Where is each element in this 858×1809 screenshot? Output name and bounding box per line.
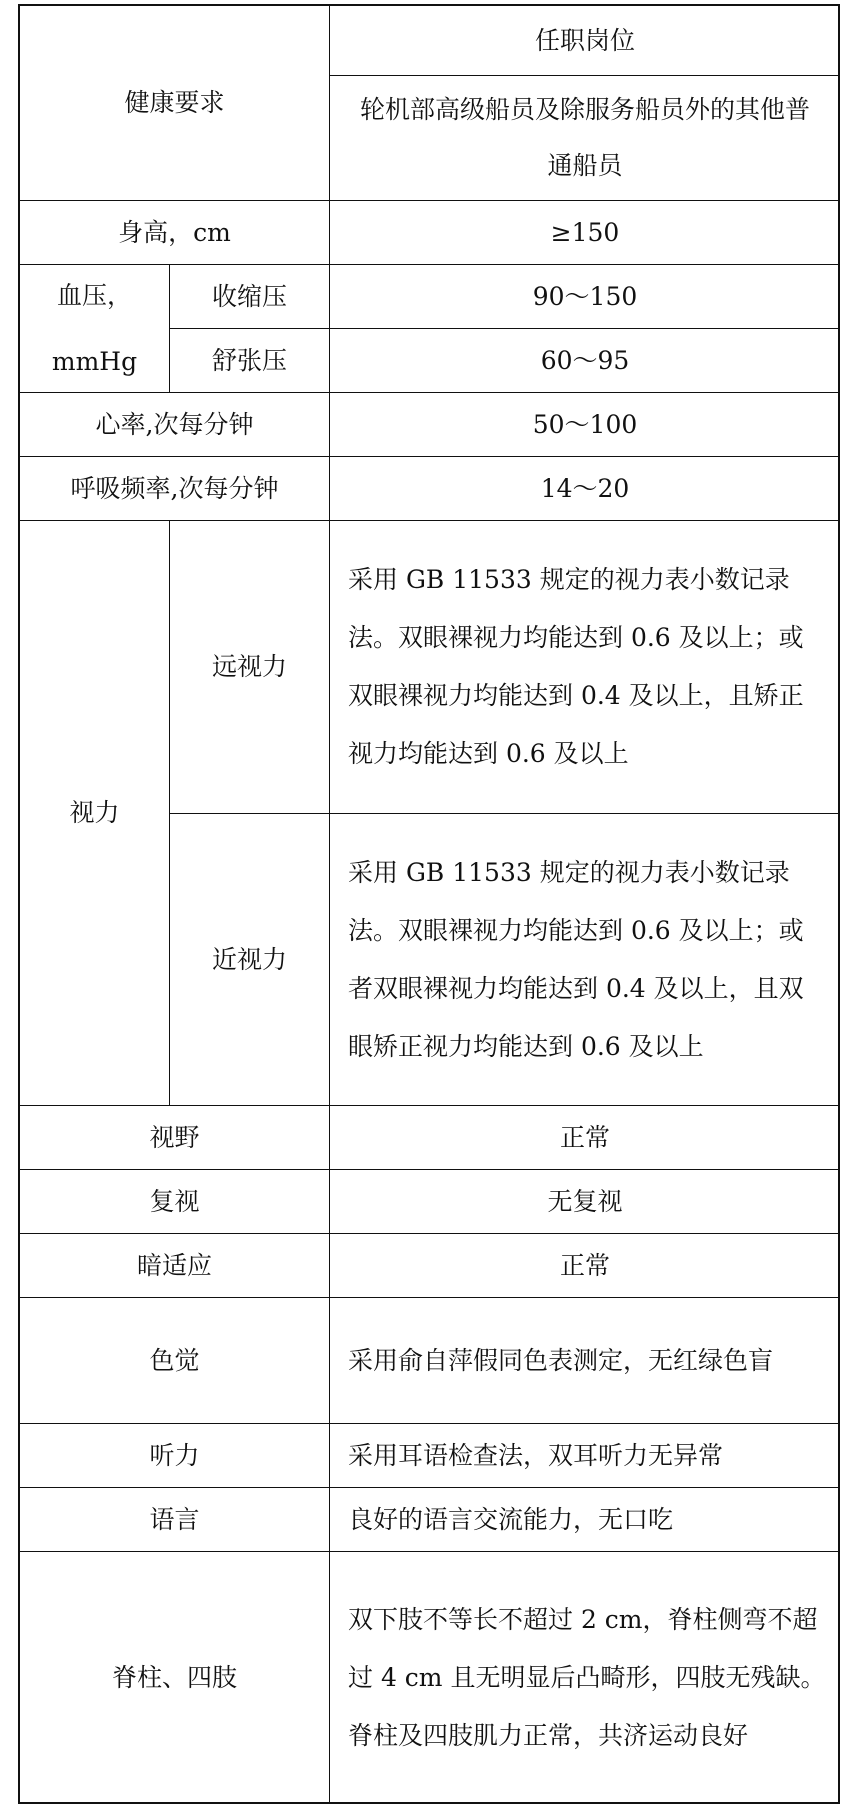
visual-field-value-text: 正常 <box>559 1122 610 1152</box>
header-position-name <box>330 76 840 201</box>
heart-rate-value-text: 50～100 <box>532 409 638 439</box>
row-color-vision-label <box>20 1298 330 1424</box>
far-vision-label-text: 远视力 <box>211 652 287 681</box>
row-speech-label <box>20 1488 330 1552</box>
diastolic-label-text: 舒张压 <box>211 345 287 375</box>
visual-field-label-text: 视野 <box>149 1122 200 1152</box>
row-resp-rate-label <box>20 457 330 521</box>
vision-label-text: 视力 <box>69 798 120 827</box>
resp-rate-value-text: 14～20 <box>540 473 630 503</box>
spine-label-text: 脊柱、四肢 <box>111 1663 237 1692</box>
systolic-value-text: 90～150 <box>532 281 638 311</box>
height-label-text: 身高，cm <box>118 217 231 247</box>
row-systolic-label <box>170 265 330 329</box>
row-spine-value <box>330 1552 840 1804</box>
near-vision-value-text: 采用 GB 11533 规定的视力表小数记录法。双眼裸视力均能达到 0.6 及以上；或者双眼裸视力均能达到 0.4 及以上，且双眼矫正视力均能达到 0.6 及以上 <box>348 857 804 1061</box>
document-page <box>18 4 840 1804</box>
row-speech-value <box>330 1488 840 1552</box>
color-vision-value-text: 采用俞自萍假同色表测定，无红绿色盲 <box>348 1345 774 1375</box>
diplopia-value-text: 无复视 <box>547 1186 623 1216</box>
row-visual-field-value <box>330 1106 840 1170</box>
diastolic-value-text: 60～95 <box>540 345 630 375</box>
bp-label-stack <box>52 263 137 395</box>
speech-label-text: 语言 <box>149 1504 200 1534</box>
row-heart-rate-value <box>330 393 840 457</box>
header-position-title <box>330 6 840 76</box>
bp-label-line2: mmHg <box>51 346 138 376</box>
row-near-vision-label <box>170 814 330 1106</box>
far-vision-value-text: 采用 GB 11533 规定的视力表小数记录法。双眼裸视力均能达到 0.6 及以上；或双眼裸视力均能达到 0.4 及以上，且矫正视力均能达到 0.6 及以上 <box>348 565 804 768</box>
row-spine-label <box>20 1552 330 1804</box>
row-far-vision-label <box>170 521 330 814</box>
header-health-requirement-text: 健康要求 <box>124 88 225 117</box>
row-diplopia-label <box>20 1170 330 1234</box>
row-near-vision-value <box>330 814 840 1106</box>
row-hearing-label <box>20 1424 330 1488</box>
speech-value-text: 良好的语言交流能力，无口吃 <box>348 1504 674 1534</box>
resp-rate-label-text: 呼吸频率,次每分钟 <box>70 473 279 503</box>
row-height-value <box>330 201 840 265</box>
dark-adapt-label-text: 暗适应 <box>136 1250 212 1280</box>
row-far-vision-value <box>330 521 840 814</box>
row-diplopia-value <box>330 1170 840 1234</box>
row-dark-adapt-label <box>20 1234 330 1298</box>
row-systolic-value <box>330 265 840 329</box>
dark-adapt-value-text: 正常 <box>559 1250 610 1280</box>
near-vision-label-text: 近视力 <box>211 944 287 974</box>
diplopia-label-text: 复视 <box>149 1186 200 1216</box>
health-requirements-table <box>18 4 840 1804</box>
height-value-text: ≥150 <box>550 217 620 247</box>
hearing-value-text: 采用耳语检查法，双耳听力无异常 <box>348 1440 724 1470</box>
row-height-label <box>20 201 330 265</box>
hearing-label-text: 听力 <box>149 1440 200 1470</box>
bp-label-line1: 血压， <box>56 280 132 310</box>
systolic-label-text: 收缩压 <box>211 281 287 311</box>
color-vision-label-text: 色觉 <box>149 1345 200 1375</box>
header-position-name-text: 轮机部高级船员及除服务船员外的其他普通船员 <box>360 95 811 180</box>
row-diastolic-label <box>170 329 330 393</box>
row-vision-label <box>20 521 170 1106</box>
row-diastolic-value <box>330 329 840 393</box>
spine-value-text: 双下肢不等长不超过 2 cm，脊柱侧弯不超过 4 cm 且无明显后凸畸形，四肢无残缺。脊柱及四肢肌力正常，共济运动良好 <box>348 1605 826 1750</box>
row-resp-rate-value <box>330 457 840 521</box>
header-position-title-text: 任职岗位 <box>534 25 635 55</box>
row-visual-field-label <box>20 1106 330 1170</box>
row-bp-label <box>20 265 170 393</box>
header-health-requirement <box>20 6 330 201</box>
row-dark-adapt-value <box>330 1234 840 1298</box>
row-color-vision-value <box>330 1298 840 1424</box>
row-heart-rate-label <box>20 393 330 457</box>
row-hearing-value <box>330 1424 840 1488</box>
heart-rate-label-text: 心率,次每分钟 <box>95 409 254 439</box>
